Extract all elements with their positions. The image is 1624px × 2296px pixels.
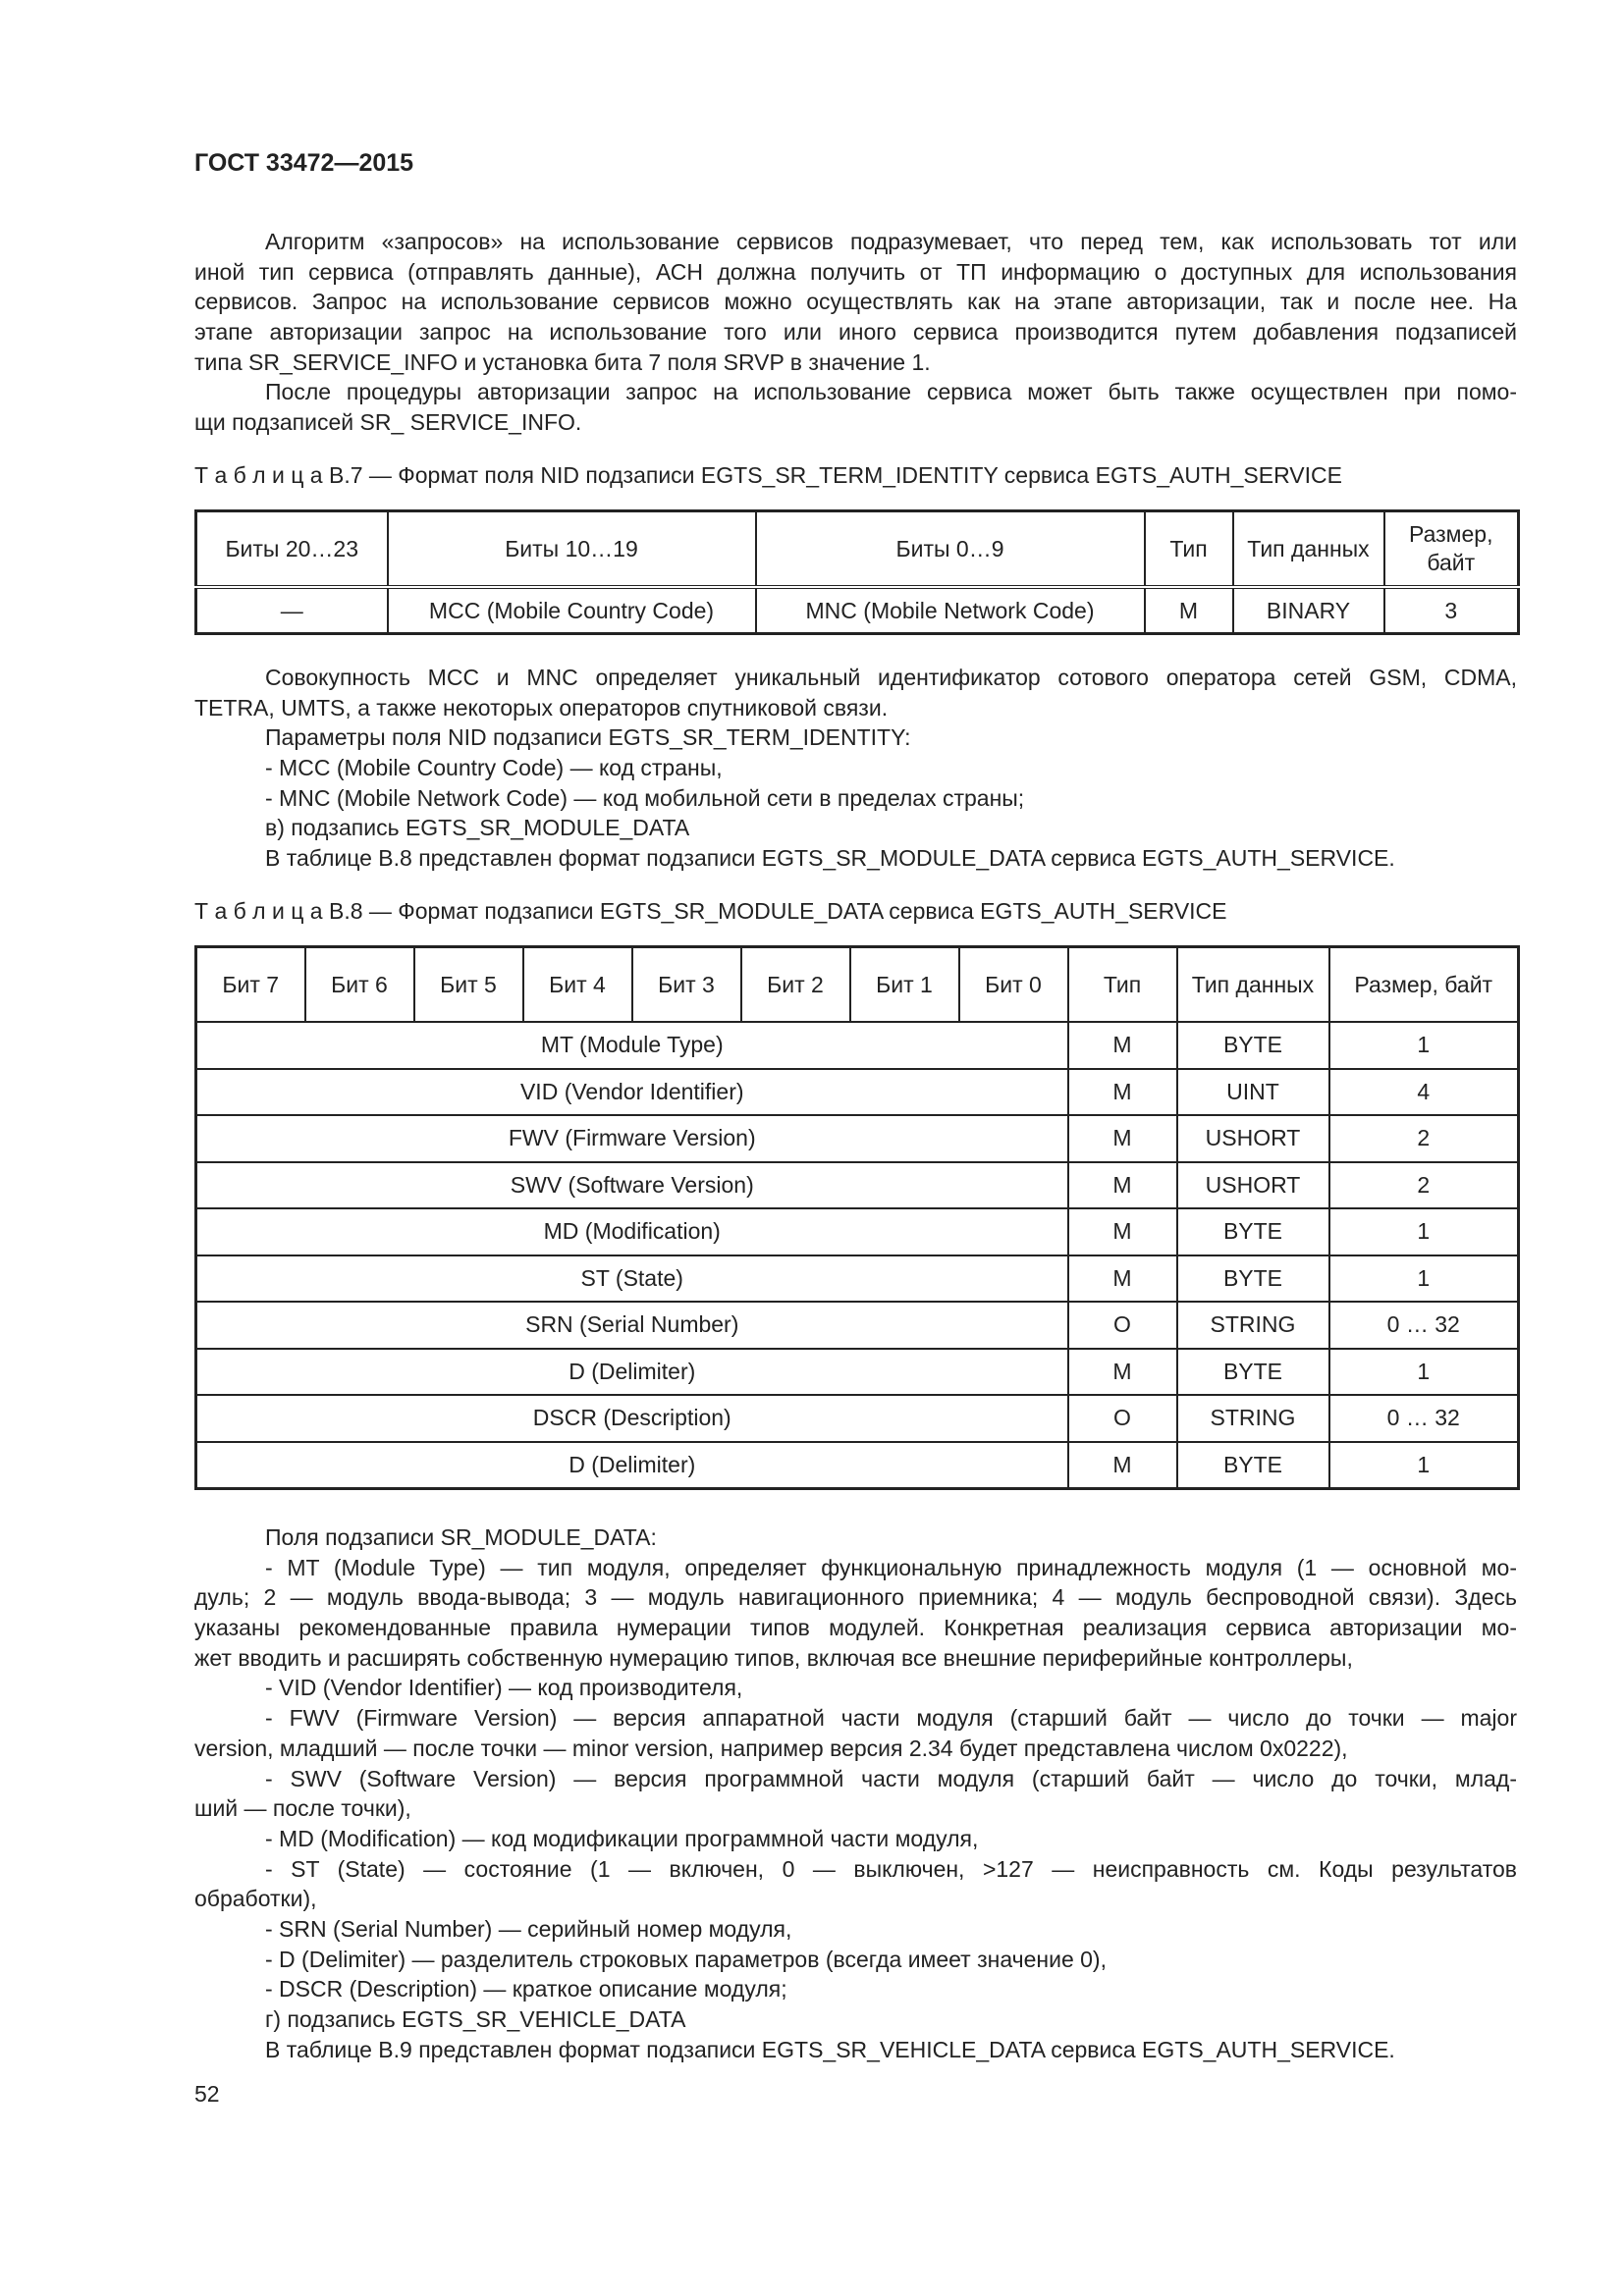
cell: BYTE xyxy=(1177,1442,1329,1489)
text-line: version, младший — после точки — minor version, например версия 2.34 будет представлена числом 0x0222), xyxy=(194,1735,1348,1761)
text-line: Поля подзаписи SR_MODULE_DATA: xyxy=(265,1524,657,1550)
cell: 2 xyxy=(1329,1162,1519,1209)
document-header: ГОСТ 33472—2015 xyxy=(194,149,414,177)
table-row xyxy=(196,587,1519,634)
text-line: - MCC (Mobile Country Code) — код страны, xyxy=(265,755,723,781)
table-row xyxy=(196,1022,1519,1069)
table-b8-caption: Т а б л и ц а В.8 — Формат подзаписи EGTS_SR_MODULE_DATA сервиса EGTS_AUTH_SERVICE xyxy=(194,898,1227,924)
cell: MD (Modification) xyxy=(196,1208,1068,1255)
text-line: - FWV (Firmware Version) — версия аппаратной части модуля (старший байт — число до точки — major xyxy=(265,1705,1517,1732)
header-cell: Тип xyxy=(1145,511,1233,588)
table-header-row xyxy=(196,511,1519,588)
bottom-paragraphs xyxy=(194,1522,1517,2064)
table-row xyxy=(196,1208,1519,1255)
text-line: в) подзапись EGTS_SR_MODULE_DATA xyxy=(265,815,690,841)
text-line: - VID (Vendor Identifier) — код производителя, xyxy=(265,1675,743,1701)
text-line: - ST (State) — состояние (1 — включен, 0 — выключен, >127 — неисправность см. Коды результатов xyxy=(265,1855,1517,1882)
cell: M xyxy=(1068,1115,1177,1162)
intro-paragraphs xyxy=(194,227,1517,438)
cell: O xyxy=(1068,1302,1177,1349)
cell: UINT xyxy=(1177,1069,1329,1116)
cell: BYTE xyxy=(1177,1255,1329,1303)
table-row xyxy=(196,1069,1519,1116)
cell: M xyxy=(1068,1349,1177,1396)
cell: 1 xyxy=(1329,1349,1519,1396)
text-line: TETRA, UMTS, а также некоторых операторов спутниковой связи. xyxy=(194,694,889,721)
cell: D (Delimiter) xyxy=(196,1442,1068,1489)
header-cell: Бит 7 xyxy=(196,947,305,1023)
cell: M xyxy=(1068,1162,1177,1209)
table-row xyxy=(196,1302,1519,1349)
text-line: Алгоритм «запросов» на использование сервисов подразумевает, что перед тем, как использовать тот или xyxy=(265,229,1517,254)
text-line: - SRN (Serial Number) — серийный номер модуля, xyxy=(265,1915,792,1942)
cell: MT (Module Type) xyxy=(196,1022,1068,1069)
header-cell: Бит 6 xyxy=(305,947,414,1023)
text-line: - SWV (Software Version) — версия программной части модуля (старший байт — число до точки, млад- xyxy=(265,1765,1517,1791)
cell: O xyxy=(1068,1395,1177,1442)
header-cell: Тип xyxy=(1068,947,1177,1023)
header-cell: Биты 10…19 xyxy=(388,511,756,588)
cell: D (Delimiter) xyxy=(196,1349,1068,1396)
text-line: В таблице В.9 представлен формат подзаписи EGTS_SR_VEHICLE_DATA сервиса EGTS_AUTH_SERVICE. xyxy=(265,2036,1395,2062)
cell: M xyxy=(1145,587,1233,634)
cell: 1 xyxy=(1329,1255,1519,1303)
text-line: обработки), xyxy=(194,1886,317,1912)
cell: BYTE xyxy=(1177,1022,1329,1069)
header-cell: Бит 1 xyxy=(850,947,959,1023)
cell: DSCR (Description) xyxy=(196,1395,1068,1442)
header-cell: Размер, байт xyxy=(1329,947,1519,1023)
text-line: дуль; 2 — модуль ввода-вывода; 3 — модуль навигационного приемника; 4 — модуль беспроводной связи). Здесь xyxy=(194,1584,1517,1611)
cell: 2 xyxy=(1329,1115,1519,1162)
table-b8 xyxy=(194,945,1520,1490)
table-b7 xyxy=(194,509,1520,635)
header-cell: Бит 4 xyxy=(523,947,632,1023)
cell: BYTE xyxy=(1177,1208,1329,1255)
cell: MNC (Mobile Network Code) xyxy=(756,587,1145,634)
header-cell: Тип данных xyxy=(1233,511,1384,588)
cell: 0 … 32 xyxy=(1329,1302,1519,1349)
cell: 1 xyxy=(1329,1208,1519,1255)
header-cell: Тип данных xyxy=(1177,947,1329,1023)
cell: STRING xyxy=(1177,1395,1329,1442)
cell: SWV (Software Version) xyxy=(196,1162,1068,1209)
cell: USHORT xyxy=(1177,1162,1329,1209)
text-line: жет вводить и расширять собственную нумерацию типов, включая все внешние периферийные контроллеры, xyxy=(194,1644,1353,1671)
cell: STRING xyxy=(1177,1302,1329,1349)
mid-paragraphs xyxy=(194,663,1517,874)
header-cell: Размер, байт xyxy=(1384,511,1519,588)
text-line: - MNC (Mobile Network Code) — код мобильной сети в пределах страны; xyxy=(265,784,1025,811)
cell: BINARY xyxy=(1233,587,1384,634)
cell: VID (Vendor Identifier) xyxy=(196,1069,1068,1116)
text-line: сервисов. Запрос на использование сервисов можно осуществлять как на этапе авторизации, так и после нее. На xyxy=(194,289,1517,315)
table-row xyxy=(196,1255,1519,1303)
text-line: - DSCR (Description) — краткое описание модуля; xyxy=(265,1976,787,2002)
cell: MCC (Mobile Country Code) xyxy=(388,587,756,634)
header-cell: Бит 0 xyxy=(959,947,1068,1023)
cell: M xyxy=(1068,1208,1177,1255)
cell: SRN (Serial Number) xyxy=(196,1302,1068,1349)
cell: 0 … 32 xyxy=(1329,1395,1519,1442)
text-line: Параметры поля NID подзаписи EGTS_SR_TERM_IDENTITY: xyxy=(265,724,911,751)
table-row xyxy=(196,1115,1519,1162)
cell: 3 xyxy=(1384,587,1519,634)
cell: USHORT xyxy=(1177,1115,1329,1162)
table-header-row xyxy=(196,947,1519,1023)
cell: FWV (Firmware Version) xyxy=(196,1115,1068,1162)
table-row xyxy=(196,1442,1519,1489)
header-cell: Бит 5 xyxy=(414,947,523,1023)
cell: M xyxy=(1068,1442,1177,1489)
table-b7-caption: Т а б л и ц а В.7 — Формат поля NID подзаписи EGTS_SR_TERM_IDENTITY сервиса EGTS_AUTH_SERVICE xyxy=(194,462,1342,488)
page-number: 52 xyxy=(194,2081,220,2107)
text-line: этапе авторизации запрос на использование того или иного сервиса производится путем добавления подзаписей xyxy=(194,319,1517,346)
header-cell: Биты 0…9 xyxy=(756,511,1145,588)
text-line: Совокупность MCC и MNC определяет уникальный идентификатор сотового оператора сетей GSM, CDMA, xyxy=(265,665,1517,690)
text-line: - D (Delimiter) — разделитель строковых параметров (всегда имеет значение 0), xyxy=(265,1946,1107,1972)
text-line: иной тип сервиса (отправлять данные), АСН должна получить от ТП информацию о доступных для использования xyxy=(194,258,1517,285)
cell: M xyxy=(1068,1069,1177,1116)
cell: 1 xyxy=(1329,1442,1519,1489)
text-line: В таблице В.8 представлен формат подзаписи EGTS_SR_MODULE_DATA сервиса EGTS_AUTH_SERVICE. xyxy=(265,845,1395,872)
cell: 4 xyxy=(1329,1069,1519,1116)
text-line: щи подзаписей SR_ SERVICE_INFO. xyxy=(194,409,582,436)
header-cell: Бит 3 xyxy=(632,947,741,1023)
text-line: - MT (Module Type) — тип модуля, определяет функциональную принадлежность модуля (1 — основной мо- xyxy=(265,1554,1517,1580)
text-line: ший — после точки), xyxy=(194,1795,411,1822)
cell: — xyxy=(196,587,388,634)
table-row xyxy=(196,1349,1519,1396)
text-line: - MD (Modification) — код модификации программной части модуля, xyxy=(265,1825,979,1851)
text-line: г) подзапись EGTS_SR_VEHICLE_DATA xyxy=(265,2006,686,2032)
header-cell: Бит 2 xyxy=(741,947,850,1023)
text-line: После процедуры авторизации запрос на использование сервиса может быть также осуществлен при помо- xyxy=(265,379,1517,405)
cell: ST (State) xyxy=(196,1255,1068,1303)
header-cell: Биты 20…23 xyxy=(196,511,388,588)
cell: M xyxy=(1068,1255,1177,1303)
cell: M xyxy=(1068,1022,1177,1069)
cell: BYTE xyxy=(1177,1349,1329,1396)
text-line: типа SR_SERVICE_INFO и установка бита 7 поля SRVP в значение 1. xyxy=(194,348,931,375)
text-line: указаны рекомендованные правила нумерации типов модулей. Конкретная реализация сервиса авторизации мо- xyxy=(194,1615,1517,1641)
cell: 1 xyxy=(1329,1022,1519,1069)
table-row xyxy=(196,1162,1519,1209)
table-row xyxy=(196,1395,1519,1442)
